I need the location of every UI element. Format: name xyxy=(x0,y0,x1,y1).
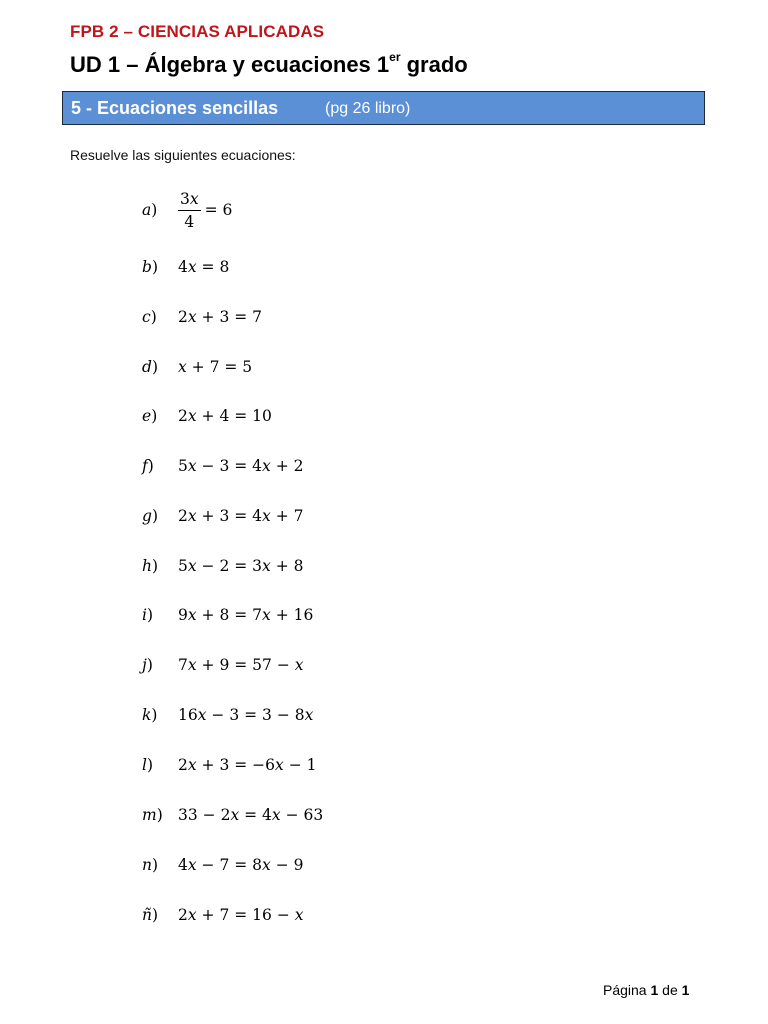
equation-label: n) xyxy=(142,856,159,874)
equation-item xyxy=(142,401,272,431)
fraction-denominator: 4 xyxy=(184,212,195,231)
equation-expression: 2x + 7 = 16 − x xyxy=(178,906,304,924)
equation-expression: x + 7 = 5 xyxy=(178,358,253,376)
of-word: de xyxy=(662,982,678,998)
equation-item xyxy=(142,800,323,830)
equation-label: i) xyxy=(142,606,154,624)
equation-label: ñ) xyxy=(142,906,159,924)
instructions-text: Resuelve las siguientes ecuaciones: xyxy=(70,147,296,163)
equation-item xyxy=(142,600,313,630)
section-header xyxy=(62,91,705,125)
course-title: FPB 2 – CIENCIAS APLICADAS xyxy=(70,22,325,41)
equation-item xyxy=(142,850,303,880)
page-total: 1 xyxy=(681,982,690,998)
equation-expression: 2x + 3 = 7 xyxy=(178,308,263,326)
equation-label: j) xyxy=(142,656,153,674)
equation-label: a) xyxy=(142,201,158,219)
equation-item xyxy=(142,750,316,780)
section-title: 5 - Ecuaciones sencillas xyxy=(71,98,279,118)
equation-expression: 5x − 2 = 3x + 8 xyxy=(178,557,304,575)
equation-label: k) xyxy=(142,706,158,724)
equation-label: h) xyxy=(142,557,159,575)
equation-item xyxy=(142,451,303,481)
page-current: 1 xyxy=(650,982,659,998)
unit-title-superscript: er xyxy=(389,49,401,64)
equation-item xyxy=(142,900,303,930)
equation-item xyxy=(142,189,233,231)
equation-label: e) xyxy=(142,407,158,425)
fraction-numerator: 3x xyxy=(178,190,201,211)
equation-expression: 2x + 3 = 4x + 7 xyxy=(178,507,304,525)
equation-label: c) xyxy=(142,308,157,326)
equation-expression: 4x − 7 = 8x − 9 xyxy=(178,856,304,874)
equation-label: g) xyxy=(142,507,158,525)
equation-expression: 9x + 8 = 7x + 16 xyxy=(178,606,314,624)
section-reference: (pg 26 libro) xyxy=(325,100,411,117)
equation-expression: 33 − 2x = 4x − 63 xyxy=(178,806,324,824)
unit-title-main: UD 1 – Álgebra y ecuaciones 1 xyxy=(70,52,390,77)
equation-item xyxy=(142,252,229,282)
equation-expression: 2x + 4 = 10 xyxy=(178,407,272,425)
equation-expression: = 6 xyxy=(204,201,233,219)
equation-label: b) xyxy=(142,258,158,276)
page-word: Página xyxy=(603,982,647,998)
equation-label: f) xyxy=(142,457,154,475)
equation-label: d) xyxy=(142,358,158,376)
equation-expression: 4x = 8 xyxy=(178,258,230,276)
equation-item xyxy=(142,700,313,730)
equation-item xyxy=(142,551,303,581)
equation-label: l) xyxy=(142,756,154,774)
equation-item xyxy=(142,501,303,531)
equation-expression: 7x + 9 = 57 − x xyxy=(178,656,304,674)
equation-item xyxy=(142,352,252,382)
fraction xyxy=(178,190,201,231)
page-footer xyxy=(603,982,689,998)
unit-title xyxy=(70,49,468,78)
equation-label: m) xyxy=(142,806,163,824)
unit-title-tail: grado xyxy=(400,52,468,77)
equation-item xyxy=(142,650,303,680)
equation-expression: 16x − 3 = 3 − 8x xyxy=(178,706,314,724)
equation-expression: 2x + 3 = −6x − 1 xyxy=(178,756,317,774)
equation-item xyxy=(142,302,262,332)
equation-expression: 5x − 3 = 4x + 2 xyxy=(178,457,304,475)
